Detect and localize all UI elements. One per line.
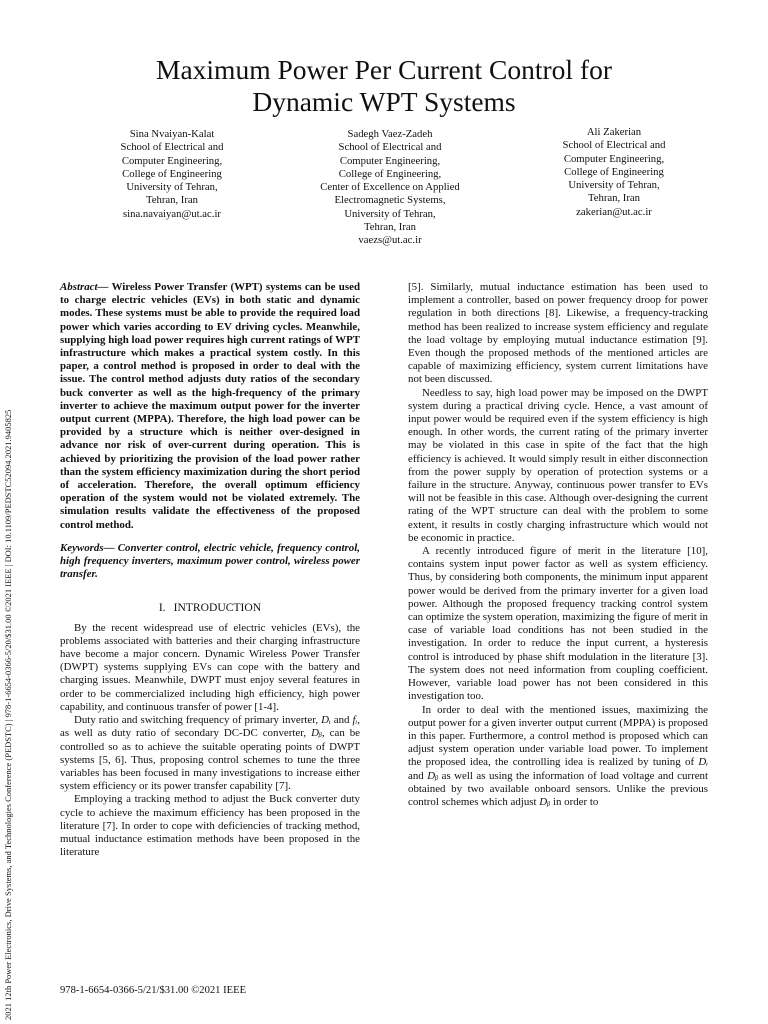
section-heading — [60, 601, 360, 614]
intro-paragraph-4: [5]. Similarly, mutual inductance estimation has been used to implement a controller, based on power frequency droop for power regulation in both directions [8]. Likewise, a frequency-tracking method has been realized to increase system efficiency and regulate the load voltage by employing mutual inductance estimation [9]. Even though the proposed methods of the mentioned articles are capable of maximizing efficiency, system current limitations have not been discussed. — [408, 281, 708, 386]
author-3-affiliation: Tehran, Iran — [587, 192, 641, 205]
author-2-email: vaezs@ut.ac.ir — [358, 234, 422, 247]
author-2-affiliation: Tehran, Iran — [363, 221, 417, 234]
paragraph-text: and — [330, 714, 353, 727]
abstract — [60, 281, 360, 532]
author-3-affiliation: Computer Engineering, — [563, 152, 665, 165]
author-3-affiliation: College of Engineering — [564, 165, 664, 178]
doi-sidebar — [4, 160, 18, 1020]
keywords-label: Keywords— — [60, 541, 115, 554]
author-1-affiliation: University of Tehran, — [126, 181, 218, 194]
author-2-affiliation: Center of Excellence on Applied — [320, 181, 460, 194]
author-3-email: zakerian@ut.ac.ir — [576, 205, 652, 218]
symbol-di: Dᵢ — [698, 756, 708, 769]
symbol-db: Dᵦ — [539, 795, 551, 808]
title-line-2: Dynamic WPT Systems — [252, 86, 516, 117]
paragraph-text: as well as using the information of load voltage and current obtained by two available onboard sensors. Unlike the previous control schemes which adjust — [408, 769, 708, 808]
author-2-affiliation: Electromagnetic Systems, — [334, 194, 446, 207]
symbol-db: Dᵦ — [311, 727, 323, 740]
author-1-affiliation: Computer Engineering, — [121, 154, 223, 167]
intro-paragraph-6: A recently introduced figure of merit in the literature [10], contains system input power factor as well as system efficiency. Thus, by considering both components, the minimum input apparent power would be derived from the primary inverter for a given load power. Although the proposed frequency tracking control system can optimize the system operation, maximizing the figure of merit in case of variable load conditions has not been studied in the investigation. In order to reduce the input current, a hysteresis control is introduced by phase shift modulation in the literature [3]. The system does not need information from coupling coefficient. However, variable load power has not been considered in this investigation too. — [408, 545, 708, 703]
author-2-affiliation: College of Engineering, — [338, 167, 442, 180]
abstract-text: Wireless Power Transfer (WPT) systems can be used to charge electric vehicles (EVs) in both static and dynamic modes. These systems must be able to provide the required load power which varies according to EV driving cycles. Meanwhile, supplying high load power requires high current ratings of WPT infrastructure which makes a practical system costly. In this paper, a control method is proposed in order to deal with the issue. The control method adjusts duty ratios of the secondary buck converter as well as the high-frequency of the primary inverter to achieve the maximum output power for the inverter output current (MPPA). Therefore, the high load power can be provided by a structure which is neither over-designed in advance nor risk of over-current during operation. This is achieved by prioritizing the provision of the load power rather than the system efficiency maximization during the short period of acceleration. Therefore, the overall optimum efficiency operation of the system would not be violated extremely. The simulation results validate the effectiveness of the proposed control method. — [60, 281, 360, 531]
author-1-affiliation: Tehran, Iran — [145, 194, 199, 207]
author-3-affiliation: School of Electrical and — [562, 139, 666, 152]
author-1-name: Sina Nvaiyan-Kalat — [129, 128, 215, 140]
symbol-fi: fᵢ — [352, 714, 358, 727]
author-3-affiliation: University of Tehran, — [568, 179, 660, 192]
doi-sidebar-text: 2021 12th Power Electronics, Drive Systems, and Technologies Conference (PEDSTC) | 978-1-6654-0366-5/20/$31.00 ©2021 IEEE | DOI: 10.1109/PEDSTC52094.2021.9405825 — [4, 409, 13, 1020]
copyright-footer: 978-1-6654-0366-5/21/$31.00 ©2021 IEEE — [60, 985, 247, 996]
section-title: INTRODUCTION — [173, 601, 262, 615]
author-block-2 — [305, 128, 475, 248]
paragraph-text: In order to deal with the mentioned issues, maximizing the output power for a given inverter output current (MPPA) is proposed in this paper. Furthermore, a control method is proposed which can adjust system operation under variable load power. To implement the proposed idea, the controlling idea is realized by tuning of — [408, 703, 708, 769]
author-2-affiliation: University of Tehran, — [344, 207, 436, 220]
author-2-name: Sadegh Vaez-Zadeh — [347, 128, 433, 140]
intro-paragraph-7 — [408, 704, 708, 810]
paragraph-text: and — [408, 769, 428, 782]
author-3-name: Ali Zakerian — [586, 126, 642, 138]
author-2-affiliation: Computer Engineering, — [339, 154, 441, 167]
left-column — [60, 281, 360, 859]
paragraph-text: Duty ratio and switching frequency of primary inverter, — [74, 714, 322, 727]
intro-paragraph-5: Needless to say, high load power may be imposed on the DWPT system during a practical driving cycle. Hence, a vast amount of input power would be required even if the system efficiency is high enough. In other words, the current rating of the primary inverter may be violated in this case in spite of the fact that the high efficiency is achieved. It would simply result in either disconnection from the power supply by operation of protection systems or a failure in the structure. Anyway, continuous power transfer to EVs will not be feasible in this case. Although over-designing the current rating of the WPT structure can deal with the problem to some extent, it results in costly charging infrastructure which would not be economic in practice. — [408, 386, 708, 544]
intro-paragraph-3: Employing a tracking method to adjust the Buck converter duty cycle to achieve the maximum efficiency has been proposed in the literature [7]. In order to cope with deficiencies of tracking method, mutual inductance estimation methods have been proposed in the literature — [60, 793, 360, 859]
author-2-affiliation: School of Electrical and — [338, 141, 442, 154]
author-1-affiliation: College of Engineering — [122, 167, 222, 180]
author-1-affiliation: School of Electrical and — [120, 141, 224, 154]
author-1-email: sina.navaiyan@ut.ac.ir — [123, 207, 221, 220]
keywords-text: Converter control, electric vehicle, frequency control, high frequency inverters, maximum power control, wireless power transfer. — [60, 541, 360, 581]
intro-paragraph-1: By the recent widespread use of electric vehicles (EVs), the problems associated with batteries and their charging infrastructure have become a major concern. Dynamic Wireless Power Transfer (DWPT) systems supplying EVs can cope with the battery and charging issues. Meanwhile, DWPT must enjoy several features in order to be commercialized including high efficiency, high power capability, and continuous transfer of power [1-4]. — [60, 621, 360, 713]
title-line-1: Maximum Power Per Current Control for — [156, 54, 612, 85]
symbol-di: Dᵢ — [321, 714, 331, 727]
author-block-1 — [92, 128, 252, 221]
section-number: I. — [158, 601, 166, 615]
paragraph-text: in order to — [550, 795, 599, 808]
right-column — [408, 281, 708, 809]
author-block-3 — [534, 126, 694, 219]
symbol-db: Dᵦ — [427, 769, 439, 782]
paragraph-text: , as well as duty ratio of secondary DC-DC converter, — [60, 714, 361, 740]
paper-title — [0, 54, 768, 118]
abstract-label: Abstract— — [60, 281, 109, 293]
paragraph-text: , can be controlled so as to achieve the suitable operating points of DWPT systems [5, 6]. Thus, proposing control schemes to tune the three variables has been focused in many investigations to increase either system efficiency or its power transfer capability [7]. — [60, 727, 360, 793]
keywords — [60, 542, 360, 582]
intro-paragraph-2 — [60, 714, 360, 793]
